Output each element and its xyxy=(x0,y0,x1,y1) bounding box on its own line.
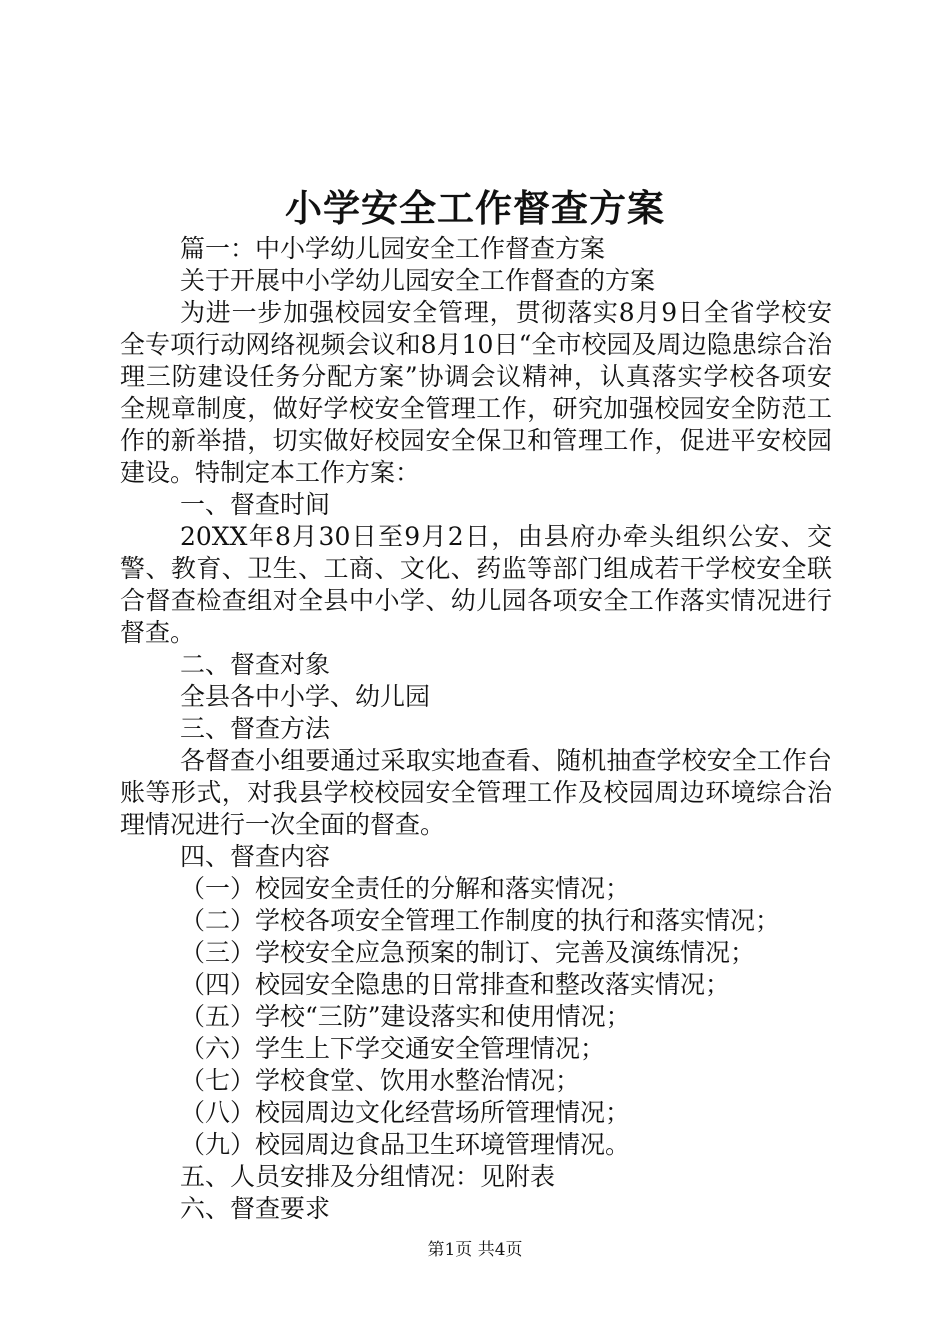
section-heading: 六、督查要求 xyxy=(180,1194,331,1223)
paragraph: 篇一：中小学幼儿园安全工作督查方案 xyxy=(180,234,606,263)
paragraph: 关于开展中小学幼儿园安全工作督查的方案 xyxy=(180,266,656,295)
list-item: （三）学校安全应急预案的制订、完善及演练情况； xyxy=(180,938,756,967)
list-item: （九）校园周边食品卫生环境管理情况。 xyxy=(180,1130,631,1159)
list-item: （五）学校“三防”建设落实和使用情况； xyxy=(180,1002,631,1031)
list-item: （二）学校各项安全管理工作制度的执行和落实情况； xyxy=(180,906,781,935)
list-item: （六）学生上下学交通安全管理情况； xyxy=(180,1034,606,1063)
paragraph: 为进一步加强校园安全管理，贯彻落实8月9日全省学校安全专项行动网络视频会议和8月10日“全市校园及周边隐患综合治理三防建设任务分配方案”协调会议精神，认真落实学校各项安全规章制度，做好学校安全管理工作，研究加强校园安全防范工作的新举措，切实做好校园安全保卫和管理工作，促进平安校园建设。特制定本工作方案： xyxy=(120,298,832,487)
list-item: （七）学校食堂、饮用水整治情况； xyxy=(180,1066,581,1095)
paragraph: 20XX年8月30日至9月2日，由县府办牵头组织公安、交警、教育、卫生、工商、文化、药监等部门组成若干学校安全联合督查检查组对全县中小学、幼儿园各项安全工作落实情况进行督查。 xyxy=(120,522,832,647)
list-item: （八）校园周边文化经营场所管理情况； xyxy=(180,1098,631,1127)
section-heading: 一、督查时间 xyxy=(180,490,331,519)
section-heading: 二、督查对象 xyxy=(180,650,331,679)
paragraph: 各督查小组要通过采取实地查看、随机抽查学校安全工作台账等形式，对我县学校校园安全管理工作及校园周边环境综合治理情况进行一次全面的督查。 xyxy=(120,746,832,839)
paragraph: 全县各中小学、幼儿园 xyxy=(180,682,431,711)
list-item: （一）校园安全责任的分解和落实情况； xyxy=(180,874,631,903)
section-heading: 四、督查内容 xyxy=(180,842,331,871)
section-heading: 五、人员安排及分组情况：见附表 xyxy=(180,1162,556,1191)
list-item: （四）校园安全隐患的日常排查和整改落实情况； xyxy=(180,970,731,999)
document-body xyxy=(120,233,832,1225)
document-title: 小学安全工作督查方案 xyxy=(285,186,665,230)
section-heading: 三、督查方法 xyxy=(180,714,331,743)
page-footer: 第1页 共4页 xyxy=(427,1240,523,1260)
